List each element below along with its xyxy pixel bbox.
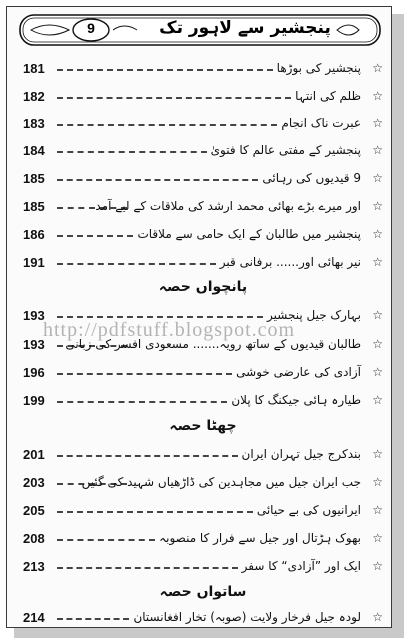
dotted-leader [57,618,129,620]
entry-page: 214 [23,609,45,625]
dotted-leader [57,263,216,265]
page-header [19,14,381,46]
page-number: 9 [87,20,95,36]
star-bullet-icon: ☆ [372,475,383,489]
list-item [23,556,383,576]
dotted-leader [57,373,232,375]
entry-page: 184 [23,142,45,158]
star-bullet-icon: ☆ [372,171,383,185]
entry-title: بندکرج جیل تہران ایران [241,447,361,461]
entry-title: ظلم کی انتہا [295,89,361,103]
entry-page: 203 [23,474,45,490]
star-bullet-icon: ☆ [372,365,383,379]
star-bullet-icon: ☆ [372,143,383,157]
entry-title: پنجشیر میں طالبان کے ایک حامی سے ملاقات [137,227,361,241]
entry-page: 208 [23,530,45,546]
entry-title: پنجشیر کے مفتی عالم کا فتویٰ [210,143,361,157]
dotted-leader [57,567,238,569]
list-item [23,362,383,382]
star-bullet-icon: ☆ [372,531,383,545]
entry-title: 9 قیدیوں کی رہائی [262,171,361,185]
entry-title: طیارہ ہائی جیکنگ کا پلان [231,393,361,407]
dotted-leader [57,316,263,318]
entry-title: ایرانیوں کی بے حیائی [256,503,361,517]
star-bullet-icon: ☆ [372,337,383,351]
section-heading-seventh: ساتواں حصہ [159,584,247,600]
dotted-leader [57,124,277,126]
entry-title: ایک اور ”آزادی“ کا سفر [241,559,361,573]
list-item [23,444,383,464]
list-item [23,390,383,410]
entry-page: 201 [23,446,45,462]
list-item [23,168,383,188]
list-item [23,500,383,520]
entry-title: اور میرے بڑے بھائی محمد ارشد کی ملاقات کے لیے آمد [95,199,361,213]
star-bullet-icon: ☆ [372,610,383,624]
list-item [23,140,383,160]
star-bullet-icon: ☆ [372,227,383,241]
entry-title: پنجشیر کی بوڑھا [276,61,361,75]
entry-title: عبرت ناک انجام [281,116,361,130]
entry-page: 199 [23,392,45,408]
star-bullet-icon: ☆ [372,116,383,130]
list-item [23,224,383,244]
entry-page: 191 [23,254,45,270]
list-item [23,58,383,78]
list-item [23,252,383,272]
star-bullet-icon: ☆ [372,199,383,213]
list-item [23,472,383,492]
section-heading-sixth: چھٹا حصہ [169,418,237,434]
star-bullet-icon: ☆ [372,393,383,407]
star-bullet-icon: ☆ [372,559,383,573]
dotted-leader [57,69,273,71]
entry-page: 186 [23,226,45,242]
dotted-leader [57,179,258,181]
dotted-leader [57,511,253,513]
entry-title: آزادی کی عارضی خوشی [236,365,361,379]
dotted-leader [57,97,291,99]
entry-page: 196 [23,364,45,380]
entry-title: لودہ جیل فرخار ولایت (صوبہ) تخار افغانستان [133,610,361,624]
entry-page: 193 [23,336,45,352]
list-item [23,196,383,216]
entry-page: 205 [23,502,45,518]
entry-title: جب ایران جیل میں مجاہدین کی ڈاڑھیاں شہید کی گئیں [81,475,361,489]
entry-page: 185 [23,170,45,186]
star-bullet-icon: ☆ [372,255,383,269]
dotted-leader [57,539,155,541]
dotted-leader [57,401,227,403]
section-heading-fifth: پانچواں حصہ [158,279,248,295]
star-bullet-icon: ☆ [372,61,383,75]
entry-title: بھوک ہڑتال اور جیل سے فرار کا منصوبہ [159,531,361,545]
entry-title: بہارک جیل پنجشیر [267,308,361,322]
dotted-leader [57,455,238,457]
entry-page: 193 [23,307,45,323]
list-item [23,607,383,627]
dotted-leader [57,235,133,237]
entry-title: نیر بھائی اور...... برفانی قبر [219,255,361,269]
entry-page: 183 [23,115,45,131]
entry-page: 182 [23,88,45,104]
entry-title: طالبان قیدیوں کے ساتھ رویہ....... مسعودی افسر کی زبانی [65,337,361,351]
book-page [6,6,392,628]
entry-page: 185 [23,198,45,214]
watermark-url: http://pdfstuff.blogspot.com [43,319,296,341]
star-bullet-icon: ☆ [372,308,383,322]
star-bullet-icon: ☆ [372,503,383,517]
entry-page: 213 [23,558,45,574]
star-bullet-icon: ☆ [372,89,383,103]
entry-page: 181 [23,60,45,76]
dotted-leader [57,151,207,153]
book-title: پنجشیر سے لاہور تک [159,18,331,38]
list-item [23,86,383,106]
list-item [23,528,383,548]
list-item [23,113,383,133]
star-bullet-icon: ☆ [372,447,383,461]
